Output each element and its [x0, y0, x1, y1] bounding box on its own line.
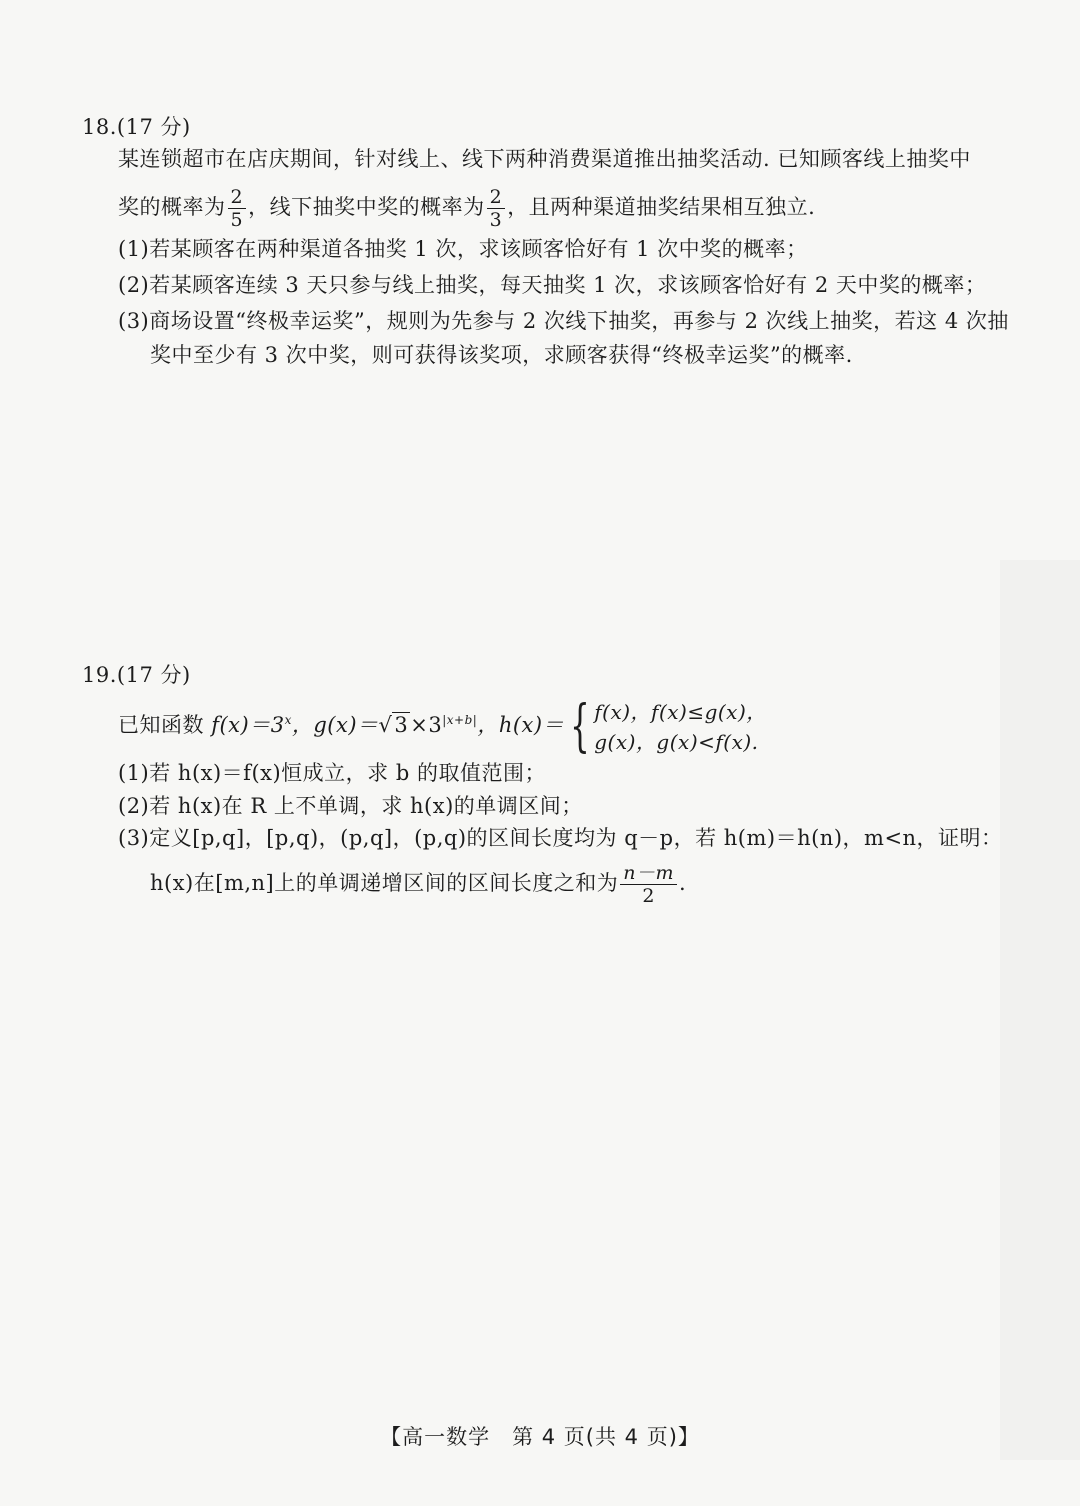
question-18-part-3-line-2: 奖中至少有 3 次中奖，则可获得该奖项，求顾客获得“终极幸运奖”的概率.: [150, 343, 853, 367]
question-18-part-2: (2)若某顾客连续 3 天只参与线上抽奖，每天抽奖 1 次，求该顾客恰好有 2 天中奖的概率；: [118, 273, 987, 297]
intro-text: ，线下抽奖中奖的概率为: [248, 195, 485, 219]
question-points: (17 分): [116, 115, 191, 139]
page-footer: 【高一数学 第 4 页(共 4 页)】: [380, 1425, 700, 1449]
fraction-numerator: 2: [487, 186, 506, 209]
question-19-part-3-line-2: [150, 862, 686, 907]
sqrt-symbol: √: [378, 713, 393, 737]
question-points: (17 分): [116, 663, 191, 687]
scan-shadow: [1000, 560, 1080, 1460]
f-exponent: x: [284, 713, 292, 727]
fraction-offline: [487, 186, 506, 231]
g-definition: ，g(x)＝: [291, 713, 379, 737]
fraction-answer: [620, 862, 677, 907]
question-19-header: [82, 660, 191, 690]
f-definition: f(x)＝3: [211, 713, 285, 737]
question-19-given: [118, 693, 767, 759]
given-text: 已知函数: [118, 713, 212, 737]
question-18-part-1: (1)若某顾客在两种渠道各抽奖 1 次，求该顾客恰好有 1 次中奖的概率；: [118, 237, 808, 261]
fraction-denominator: 5: [230, 209, 244, 231]
g-definition-tail: ×3: [410, 713, 443, 737]
question-number: 18.: [82, 115, 117, 139]
period: .: [679, 871, 687, 895]
fraction-denominator: 3: [489, 209, 503, 231]
part-3-text: h(x)在[m,n]上的单调递增区间的区间长度之和为: [150, 871, 619, 895]
question-18-intro-line-1: 某连锁超市在店庆期间，针对线上、线下两种消费渠道推出抽奖活动. 已知顾客线上抽奖中: [118, 147, 971, 171]
piecewise-brace: {: [570, 693, 591, 759]
fraction-numerator: n－m: [620, 862, 677, 885]
fraction-online: [228, 186, 247, 231]
piecewise-case-1: f(x)，f(x)≤g(x)，: [594, 699, 767, 724]
question-19-part-1: (1)若 h(x)＝f(x)恒成立，求 b 的取值范围；: [118, 761, 546, 785]
question-19-part-2: (2)若 h(x)在 R 上不单调，求 h(x)的单调区间；: [118, 794, 583, 818]
question-19-part-3-line-1: (3)定义[p,q]，[p,q)，(p,q]，(p,q)的区间长度均为 q－p，若 h(m)＝h(n)，m<n，证明：: [118, 826, 1003, 850]
intro-text: 奖的概率为: [118, 195, 226, 219]
g-exponent: |x+b|: [442, 713, 478, 727]
question-18-header: [82, 112, 191, 142]
question-18-intro-line-2: [118, 186, 815, 231]
intro-text: ，且两种渠道抽奖结果相互独立.: [507, 195, 816, 219]
question-number: 19.: [82, 663, 117, 687]
fraction-numerator: 2: [228, 186, 247, 209]
piecewise-cases: [594, 697, 767, 757]
fraction-denominator: 2: [642, 885, 655, 907]
piecewise-case-2: g(x)，g(x)<f(x).: [594, 729, 759, 754]
sqrt-radicand: 3: [394, 713, 409, 737]
h-definition: ，h(x)＝: [477, 713, 565, 737]
question-18-part-3-line-1: (3)商场设置“终极幸运奖”，规则为先参与 2 次线下抽奖，再参与 2 次线上抽奖，若这 4 次抽: [118, 309, 1009, 333]
